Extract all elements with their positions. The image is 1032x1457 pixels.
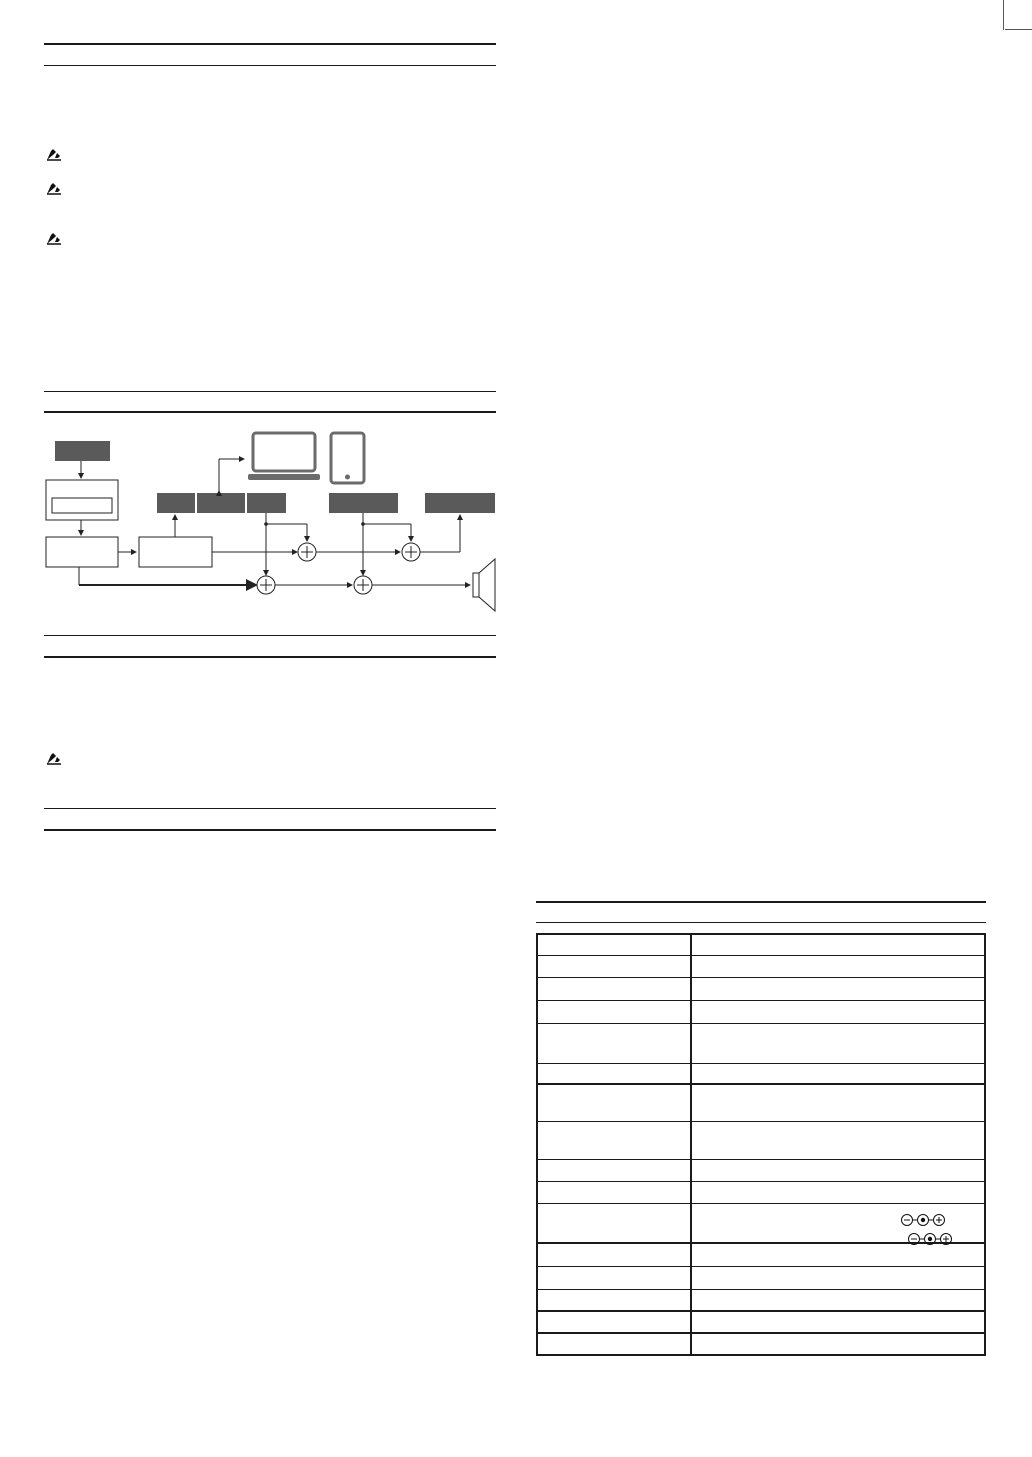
spec-value: [691, 1181, 985, 1203]
spec-value: [691, 1000, 985, 1023]
spec-row: [537, 1023, 985, 1063]
section-4-bottom-rule: [44, 829, 496, 831]
spec-value: [691, 1333, 985, 1355]
spec-value: [691, 934, 985, 955]
spec-row: [537, 1181, 985, 1203]
dc-polarity-icon: [900, 1213, 946, 1227]
diagram-block-mixer: [46, 537, 118, 567]
speaker-icon: [473, 559, 495, 611]
diagram-block-out-3: [247, 493, 286, 513]
diagram-block-processor: [46, 480, 118, 520]
spec-label: [537, 1311, 691, 1333]
spec-value: [691, 1311, 985, 1333]
spec-row: [537, 1243, 985, 1266]
spec-label: [537, 1063, 691, 1084]
spec-label: [537, 1266, 691, 1289]
diagram-block-out-1: [157, 493, 195, 513]
spec-row: [537, 934, 985, 955]
spec-label: [537, 1289, 691, 1311]
spec-value: [691, 1084, 985, 1121]
diagram-block-processor-inner: [52, 498, 112, 513]
spec-label: [537, 1203, 691, 1243]
spec-label: [537, 1181, 691, 1203]
spec-row: [537, 1000, 985, 1023]
spec-label: [537, 977, 691, 1000]
spec-label: [537, 1084, 691, 1121]
spec-value: [691, 1159, 985, 1181]
spec-row: [537, 1084, 985, 1121]
spec-label: [537, 1023, 691, 1063]
diagram-block-out-5: [425, 493, 495, 513]
signal-flow-diagram: [44, 425, 498, 615]
section-1-top-rule: [44, 43, 496, 45]
specifications-table: [536, 933, 986, 1356]
spec-value: [691, 1266, 985, 1289]
section-2-bottom-rule: [44, 411, 496, 413]
spec-row: [537, 1121, 985, 1159]
tablet-icon: [331, 433, 364, 483]
note-pencil-icon: [46, 231, 62, 245]
spec-value: [691, 977, 985, 1000]
spec-value: [691, 1023, 985, 1063]
diagram-block-out-2: [197, 493, 245, 513]
spec-label: [537, 934, 691, 955]
note-pencil-icon: [46, 147, 62, 161]
section-4-top-rule: [44, 808, 496, 809]
spec-value: [691, 1243, 985, 1266]
spec-row: [537, 1063, 985, 1084]
spec-label: [537, 1121, 691, 1159]
specs-top-rule: [536, 901, 986, 903]
spec-value: [691, 1063, 985, 1084]
crop-mark-top-right-vertical: [1003, 0, 1004, 30]
spec-row: [537, 1266, 985, 1289]
section-2-top-rule: [44, 391, 496, 392]
spec-label: [537, 1159, 691, 1181]
diagram-block-source: [55, 441, 110, 461]
spec-value: [691, 955, 985, 977]
section-3-top-rule: [44, 635, 496, 636]
spec-value: [691, 1121, 985, 1159]
section-1-bottom-rule: [44, 65, 496, 66]
specs-bottom-rule: [536, 922, 986, 923]
spec-label: [537, 1243, 691, 1266]
diagram-block-out-4: [329, 493, 398, 513]
spec-label: [537, 1000, 691, 1023]
spec-row: [537, 955, 985, 977]
spec-row: [537, 1333, 985, 1355]
spec-value: [691, 1289, 985, 1311]
spec-row: [537, 1311, 985, 1333]
spec-row: [537, 977, 985, 1000]
spec-label: [537, 1333, 691, 1355]
laptop-icon: [248, 433, 320, 480]
spec-label: [537, 955, 691, 977]
note-pencil-icon: [46, 751, 62, 765]
note-pencil-icon: [46, 181, 62, 195]
crop-mark-top-right-horizontal: [1005, 29, 1032, 30]
spec-row: [537, 1159, 985, 1181]
section-3-bottom-rule: [44, 656, 496, 658]
dc-polarity-icon: [907, 1232, 953, 1246]
diagram-block-effect: [139, 537, 212, 567]
spec-row: [537, 1289, 985, 1311]
